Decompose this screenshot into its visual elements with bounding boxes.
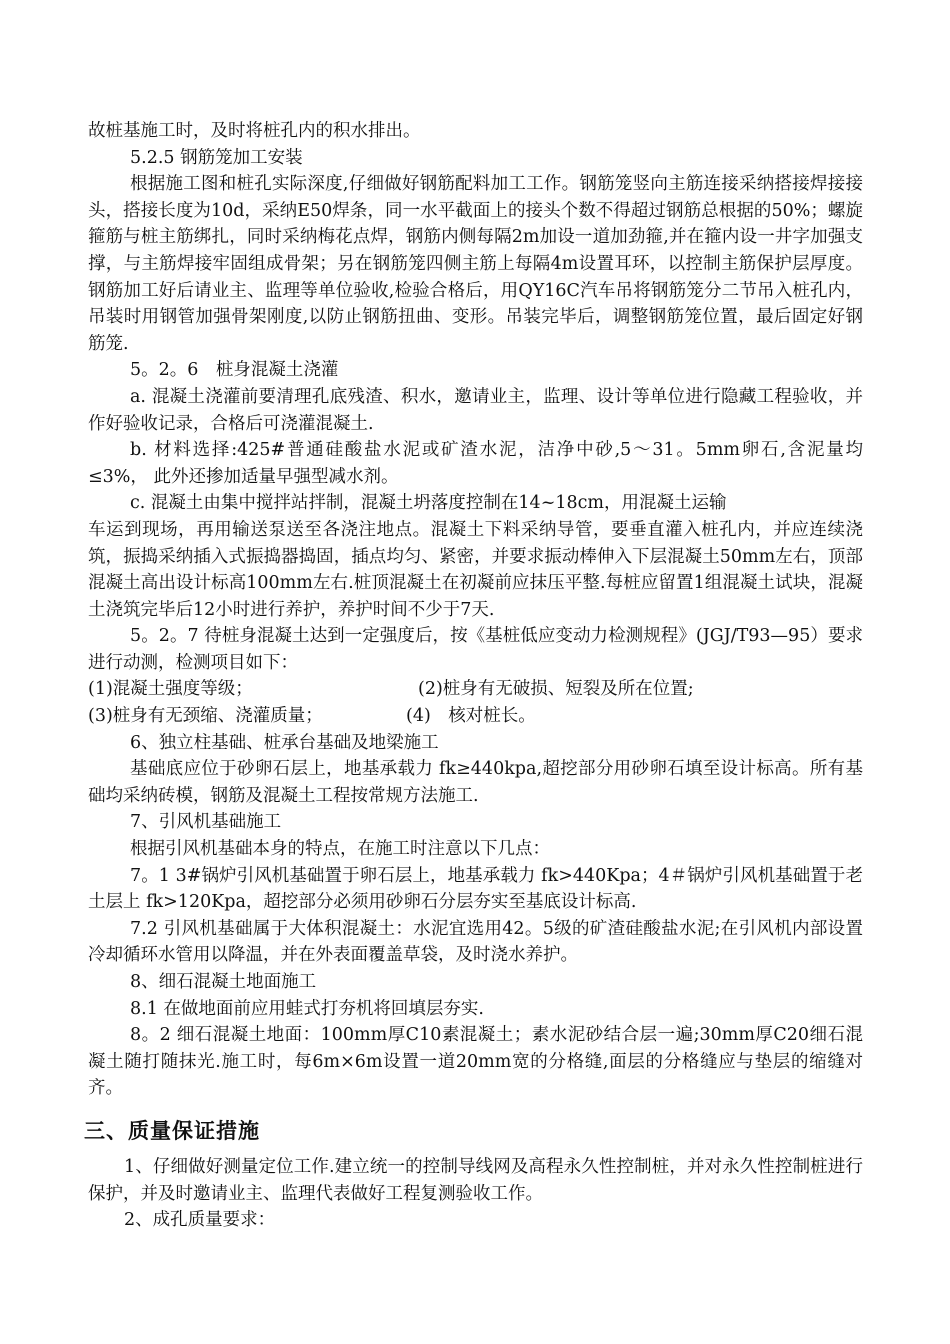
- section-5-2-5-title: 5.2.5 钢筋笼加工安装: [130, 147, 303, 168]
- paragraph-concrete-transport: 车运到现场，再用输送泵送至各浇注地点。混凝土下料采纳导管，要垂直灌入桩孔内，并应连续浇筑，振捣采纳插入式振捣器捣固，插点均匀、紧密，并要求振动棒伸入下层混凝土50mm左右，顶部混凝土高出设计标高100mm左右.桩顶混凝土在初凝前应抹压平整.每桩应留置1组混凝土试块，混凝土浇筑完毕后12小时进行养护，养护时间不少于7天.: [88, 519, 863, 620]
- paragraph-rebar-cage: 根据施工图和桩孔实际深度,仔细做好钢筋配料加工工作。钢筋笼竖向主筋连接采纳搭接焊接接头，搭接长度为10d，采纳E50焊条，同一水平截面上的接头个数不得超过钢筋总根据的50%；螺旋箍筋与桩主筋绑扎，同时采纳梅花点焊，钢筋内侧每隔2m加设一道加劲箍,并在箍内设一井字加强支撑，与主筋焊接牢固组成骨架；另在钢筋笼四侧主筋上每隔4m设置耳环，以控制主筋保护层厚度。钢筋加工好后请业主、监理等单位验收,检验合格后，用QY16C汽车吊将钢筋笼分二节吊入桩孔内，吊装时用钢管加强骨架刚度,以防止钢筋扭曲、变形。吊装完毕后，调整钢筋笼位置，最后固定好钢筋笼.: [88, 174, 863, 354]
- paragraph-item-a: a. 混凝土浇灌前要清理孔底残渣、积水，邀请业主，监理、设计等单位进行隐藏工程验收，并作好验收记录，合格后可浇灌混凝土.: [88, 386, 863, 434]
- paragraph-fan-foundation-intro: 根据引风机基础本身的特点，在施工时注意以下几点：: [130, 839, 550, 860]
- paragraph-5-2-7: 5。2。7 待桩身混凝土达到一定强度后，按《基桩低应变动力检测规程》(JGJ/T93—95）要求进行动测，检测项目如下：: [88, 626, 863, 673]
- paragraph-item-b: b. 材料选择:425#普通硅酸盐水泥或矿渣水泥，洁净中砂,5～31。5mm卵石,含泥量均 ≤3%， 此外还掺加适量早强型减水剂。: [88, 440, 863, 487]
- paragraph-7-2: 7.2 引风机基础属于大体积混凝土：水泥宜选用42。5级的矿渣硅酸盐水泥;在引风机内部设置冷却循环水管用以降温，并在外表面覆盖草袋，及时浇水养护。: [88, 918, 863, 966]
- section-7-title: 7、引风机基础施工: [130, 812, 282, 833]
- document-page: [84, 118, 863, 1234]
- section-5-2-6-title: 5。2。6 桩身混凝土浇灌: [130, 360, 339, 381]
- section-6-title: 6、独立柱基础、桩承台基础及地梁施工: [130, 732, 439, 753]
- inspection-items-row-1: [88, 676, 863, 703]
- inspection-item-4: (4) 核对桩长。: [406, 706, 536, 727]
- paragraph-8-2: 8。2 细石混凝土地面：100mm厚C10素混凝土；素水泥砂结合层一遍;30mm厚C20细石混凝土随打随抹光.施工时，每6m×6m设置一道20mm宽的分格缝,面层的分格缝应与垫层的缩缝对齐。: [88, 1025, 863, 1099]
- inspection-item-1: (1)混凝土强度等级；: [88, 679, 253, 700]
- paragraph-foundation: 基础底应位于砂卵石层上，地基承载力 fk≥440kpa,超挖部分用砂卵石填至设计标高。所有基础均采纳砖模，钢筋及混凝土工程按常规方法施工.: [88, 759, 863, 806]
- paragraph-survey: 1、仔细做好测量定位工作.建立统一的控制导线网及高程永久性控制桩，并对永久性控制桩进行保护，并及时邀请业主、监理代表做好工程复测验收工作。: [88, 1156, 863, 1204]
- paragraph-8-1: 8.1 在做地面前应用蛙式打夯机将回填层夯实.: [130, 998, 484, 1019]
- paragraph-hole-quality: 2、成孔质量要求：: [124, 1210, 276, 1231]
- paragraph-7-1: 7。1 3#锅炉引风机基础置于卵石层上，地基承载力 fk>440Kpa；4＃锅炉引风机基础置于老土层上 fk>120Kpa，超挖部分必须用砂卵石分层夯实至基底设计标高.: [88, 865, 863, 913]
- section-8-title: 8、细石混凝土地面施工: [130, 972, 317, 992]
- inspection-item-2: (2)桩身有无破损、短裂及所在位置;: [418, 679, 694, 700]
- chapter-heading-quality: 三、质量保证措施: [84, 1118, 260, 1143]
- inspection-items-row-2: [88, 703, 863, 730]
- inspection-item-3: (3)桩身有无颈缩、浇灌质量；: [88, 706, 323, 727]
- paragraph-item-c: c. 混凝土由集中搅拌站拌制，混凝土坍落度控制在14~18cm，用混凝土运输: [130, 493, 727, 514]
- paragraph-drainage: 故桩基施工时，及时将桩孔内的积水排出。: [88, 121, 421, 141]
